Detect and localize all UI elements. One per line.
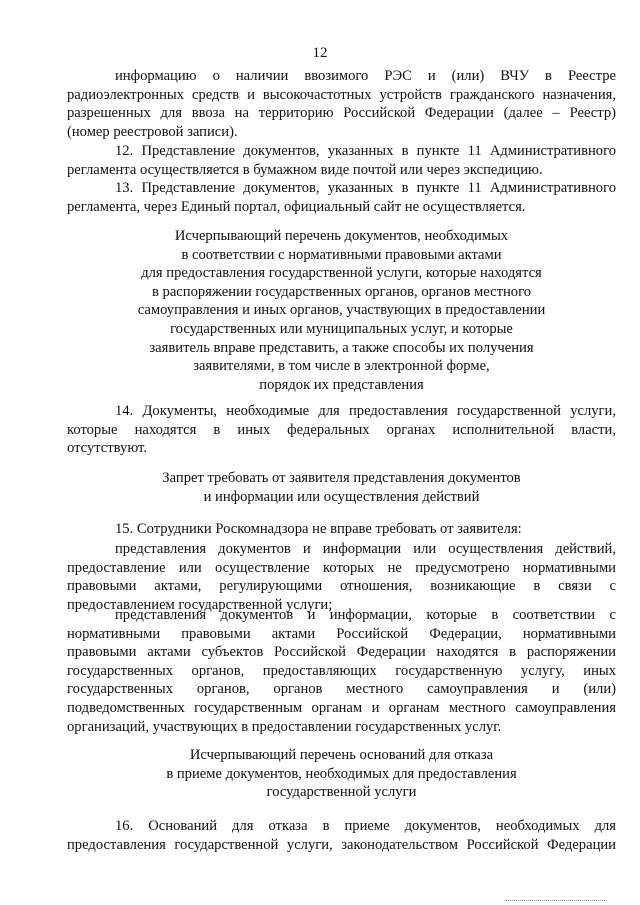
text-line: организаций, участвующих в предоставлении государственных услуг. — [67, 718, 502, 735]
text-line: регламента, через Единый портал, официальный сайт не осуществляется. — [67, 198, 526, 215]
paragraph-14 — [67, 402, 616, 458]
text-line: информацию о наличии ввозимого РЭС и (или) ВЧУ в Реестре — [115, 68, 616, 84]
heading-line: заявителями, в том числе в электронной форме, — [193, 358, 490, 375]
text-line: 13. Представление документов, указанных в пункте 11 Административного — [115, 180, 616, 196]
heading-line: Исчерпывающий перечень оснований для отказа — [189, 747, 494, 763]
text-line: предоставления государственной услуги, законодательством Российской Федерации — [67, 836, 616, 853]
heading-line: порядок их представления — [259, 376, 424, 393]
text-line: которые находятся в иных федеральных органах исполнительной власти, — [67, 421, 616, 438]
text-line: 14. Документы, необходимые для предоставления государственной услуги, — [115, 403, 616, 419]
section-heading-refusal — [67, 746, 616, 802]
heading-line: государственных или муниципальных услуг, и которые — [170, 320, 513, 337]
heading-line: в приеме документов, необходимых для предоставления — [166, 765, 517, 782]
text-line: 16. Оснований для отказа в приеме документов, необходимых для — [115, 818, 616, 834]
text-line: разрешенных для ввоза на территорию Российской Федерации (далее – Реестр) — [67, 105, 616, 122]
heading-line: для предоставления государственной услуги, которые находятся — [141, 265, 542, 282]
heading-line: заявитель вправе представить, а также способы их получения — [149, 339, 534, 356]
heading-line: в соответствии с нормативными правовыми актами — [181, 246, 502, 263]
heading-line: самоуправления и иных органов, участвующих в предоставлении — [137, 302, 546, 319]
text-line: радиоэлектронных средств и высокочастотных устройств гражданского назначения, — [67, 86, 616, 103]
heading-line: и информации или осуществления действий — [203, 488, 480, 505]
paragraph-15 — [67, 520, 616, 539]
heading-line: в распоряжении государственных органов, органов местного — [151, 283, 532, 300]
text-line: правовыми актами субъектов Российской Федерации находятся в распоряжении — [67, 644, 616, 661]
paragraph-15-item-1 — [67, 540, 616, 614]
page-number: 12 — [312, 45, 328, 61]
section-heading-prohibition — [67, 469, 616, 506]
text-line: отсутствуют. — [67, 440, 147, 457]
text-line: представления документов и информации или осуществления действий, — [115, 541, 616, 557]
text-line: 12. Представление документов, указанных в пункте 11 Административного — [115, 143, 616, 159]
heading-line: Исчерпывающий перечень документов, необходимых — [174, 228, 509, 244]
scan-artifact — [505, 900, 605, 902]
text-line: 15. Сотрудники Роскомнадзора не вправе требовать от заявителя: — [115, 521, 522, 537]
text-line: (номер реестровой записи). — [67, 123, 238, 140]
text-line: предоставлением государственной услуги; — [67, 596, 333, 613]
text-line: государственных органов, органов местного самоуправления и (или) — [67, 681, 616, 698]
text-line: регламента осуществляется в бумажном виде почтой или через экспедицию. — [67, 161, 543, 178]
paragraph-16 — [67, 817, 616, 854]
text-line: предоставление или осуществление которых не предусмотрено нормативными — [67, 559, 616, 576]
paragraph-15-item-2 — [67, 606, 616, 736]
heading-line: государственной услуги — [266, 784, 417, 801]
section-heading-documents — [67, 227, 616, 394]
heading-line: Запрет требовать от заявителя представления документов — [162, 470, 521, 486]
text-line: представления документов и информации, которые в соответствии с — [115, 607, 616, 623]
paragraph-13 — [67, 179, 616, 216]
text-line: нормативными правовыми актами Российской Федерации, нормативными — [67, 625, 616, 642]
text-line: правовыми актами, регулирующими отношения, возникающие в связи с — [67, 578, 616, 595]
text-line: государственных органов, предоставляющих государственную услугу, иных — [67, 662, 616, 679]
text-line: подведомственных государственным органам и органам местного самоуправления — [67, 699, 616, 716]
paragraph-continuation — [67, 67, 616, 141]
paragraph-12 — [67, 142, 616, 179]
